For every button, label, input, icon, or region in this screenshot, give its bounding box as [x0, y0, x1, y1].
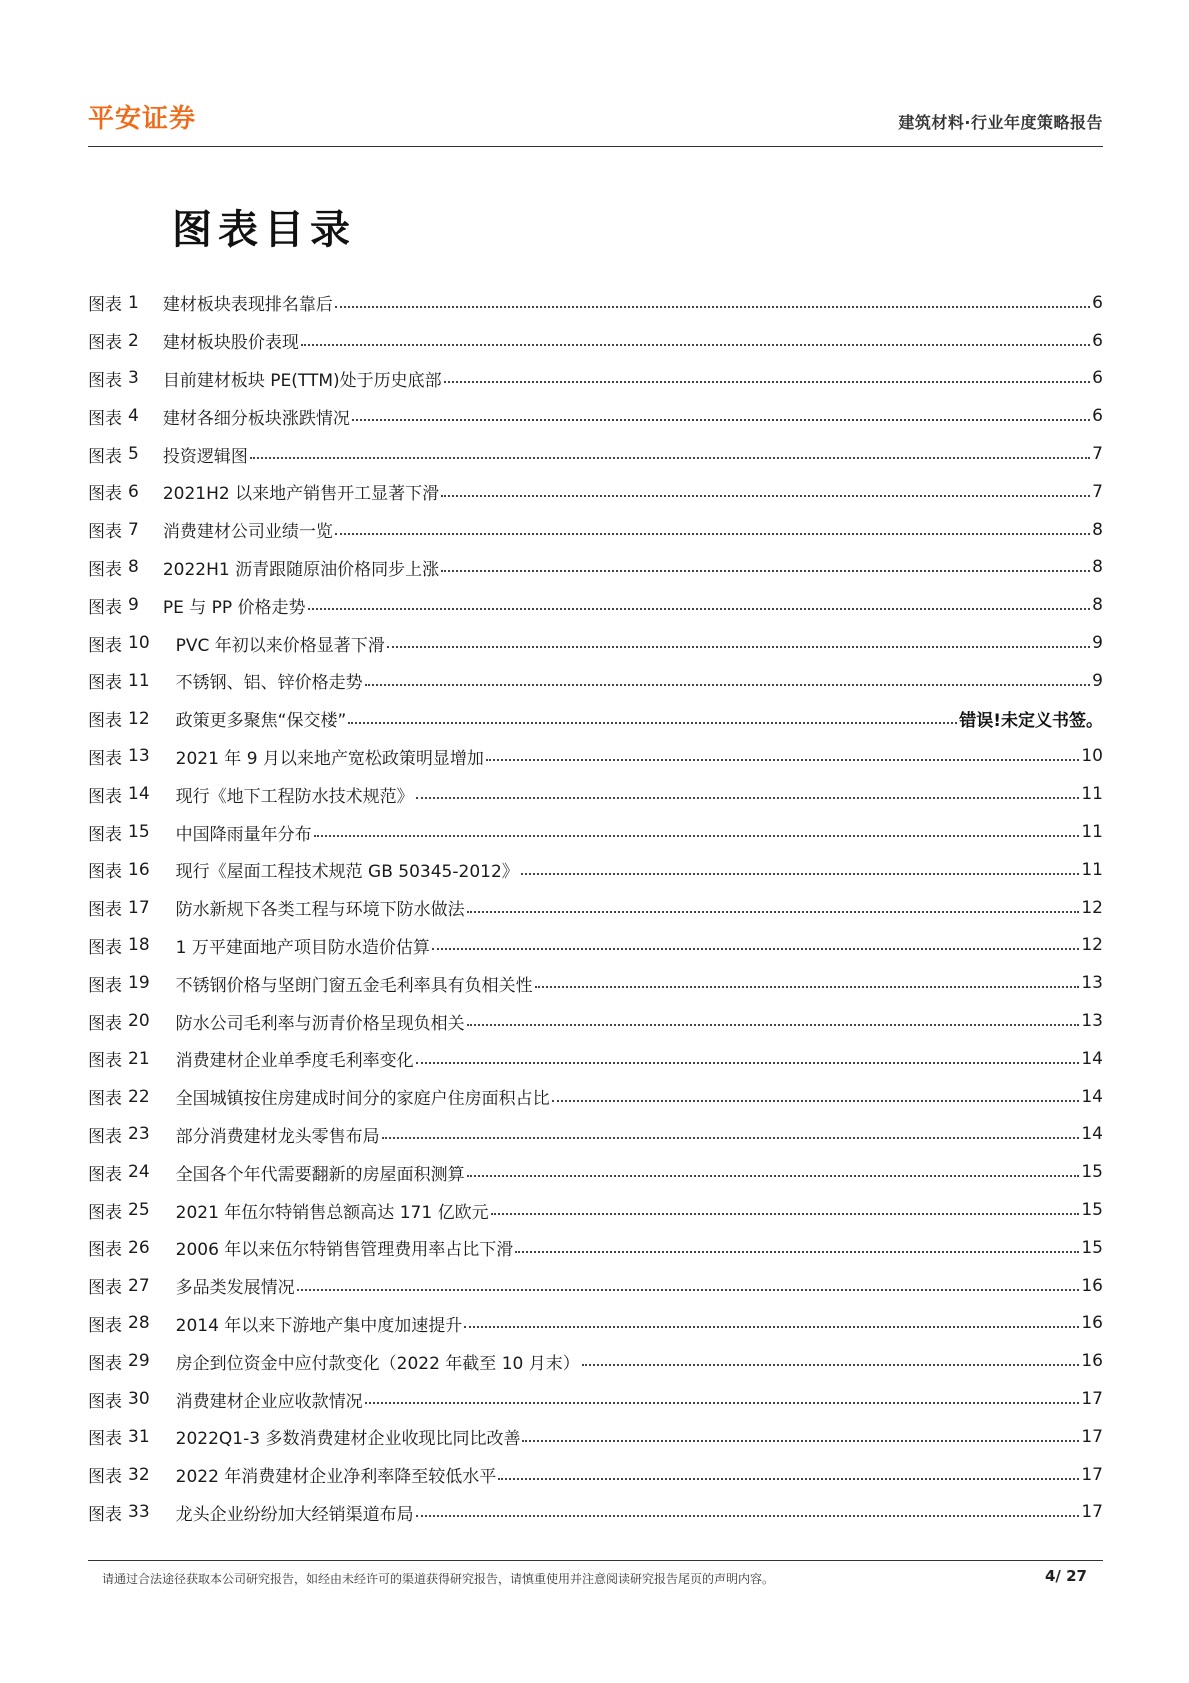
toc-entry-page: 7 — [1092, 481, 1103, 502]
toc-dot-leader — [464, 1326, 1079, 1328]
toc-entry-title[interactable]: 目前建材板块 PE(TTM)处于历史底部 — [162, 370, 442, 391]
toc-entry[interactable] — [88, 284, 1103, 322]
toc-entry-title[interactable]: 龙头企业纷纷加大经销渠道布局 — [175, 1504, 414, 1525]
toc-entry-label: 图表 — [88, 975, 122, 996]
toc-entry-page: 8 — [1092, 595, 1103, 616]
toc-entry-label: 图表 — [88, 1391, 122, 1412]
toc-entry-number: 17 — [128, 897, 150, 918]
toc-entry-label: 图表 — [88, 597, 122, 618]
toc-entry-title[interactable]: 全国各个年代需要翻新的房屋面积测算 — [175, 1164, 465, 1185]
toc-entry-label: 图表 — [88, 1202, 122, 1223]
toc-entry-label: 图表 — [88, 1164, 122, 1185]
toc-entry[interactable] — [88, 1305, 1103, 1343]
toc-entry[interactable] — [88, 1267, 1103, 1305]
toc-entry-label: 图表 — [88, 1353, 122, 1374]
toc-entry-page: 错误!未定义书签。 — [959, 711, 1103, 732]
toc-entry[interactable] — [88, 1153, 1103, 1191]
toc-entry[interactable] — [88, 322, 1103, 360]
toc-dot-leader — [582, 1364, 1080, 1366]
toc-entry-page: 14 — [1081, 1048, 1103, 1069]
toc-dot-leader — [498, 1478, 1079, 1480]
toc-entry[interactable] — [88, 775, 1103, 813]
toc-dot-leader — [441, 570, 1090, 572]
toc-entry-title[interactable]: 全国城镇按住房建成时间分的家庭户住房面积占比 — [175, 1089, 550, 1110]
toc-entry-title[interactable]: 消费建材公司业绩一览 — [162, 522, 333, 543]
toc-entry[interactable] — [88, 1418, 1103, 1456]
toc-entry-page: 17 — [1081, 1389, 1103, 1409]
toc-dot-leader — [308, 608, 1091, 610]
footer-divider — [88, 1560, 1103, 1561]
toc-dot-leader — [416, 1062, 1080, 1064]
toc-entry-label: 图表 — [88, 1126, 122, 1147]
toc-dot-leader — [515, 1251, 1079, 1253]
toc-entry-number: 23 — [128, 1124, 150, 1145]
toc-entry[interactable] — [88, 397, 1103, 435]
toc-entry-page: 6 — [1092, 330, 1103, 351]
toc-dot-leader — [297, 1289, 1080, 1291]
toc-entry-page: 14 — [1081, 1086, 1103, 1107]
toc-entry-label: 图表 — [88, 1467, 122, 1488]
toc-entry-page: 11 — [1081, 784, 1103, 805]
toc-dot-leader — [416, 797, 1080, 799]
toc-dot-leader — [441, 495, 1090, 497]
toc-entry-label: 图表 — [88, 446, 122, 467]
toc-entry-number: 31 — [128, 1426, 150, 1447]
toc-entry-page: 8 — [1092, 557, 1103, 578]
toc-entry-number: 21 — [128, 1048, 150, 1069]
toc-entry[interactable] — [88, 586, 1103, 624]
toc-entry-number: 13 — [128, 746, 150, 767]
toc-dot-leader — [352, 419, 1090, 421]
toc-entry-page: 16 — [1081, 1313, 1103, 1334]
toc-entry-label: 图表 — [88, 333, 122, 354]
toc-entry-label: 图表 — [88, 786, 122, 807]
toc-entry-number: 24 — [128, 1162, 150, 1183]
toc-entry-label: 图表 — [88, 673, 122, 694]
toc-entry-label: 图表 — [88, 522, 122, 543]
toc-entry-page: 17 — [1081, 1502, 1103, 1523]
toc-entry-title[interactable]: 政策更多聚焦“保交楼” — [175, 711, 347, 732]
toc-entry-label: 图表 — [88, 1504, 122, 1525]
toc-entry-title[interactable]: 不锈钢价格与坚朗门窗五金毛利率具有负相关性 — [175, 975, 533, 996]
toc-entry-number: 2 — [128, 330, 139, 351]
toc-dot-leader — [365, 684, 1091, 686]
toc-entry[interactable] — [88, 473, 1103, 511]
toc-entry-title[interactable]: 消费建材企业单季度毛利率变化 — [175, 1051, 414, 1072]
toc-dot-leader — [416, 1515, 1080, 1517]
toc-entry-title[interactable]: 建材板块股价表现 — [162, 333, 299, 354]
toc-entry-label: 图表 — [88, 1089, 122, 1110]
toc-entry[interactable] — [88, 624, 1103, 662]
toc-entry-title[interactable]: 2014 年以来下游地产集中度加速提升 — [175, 1315, 463, 1336]
toc-entry-page: 17 — [1081, 1464, 1103, 1485]
toc-entry-title[interactable]: 2021 年 9 月以来地产宽松政策明显增加 — [175, 748, 484, 769]
toc-entry-title[interactable]: 不锈钢、铝、锌价格走势 — [175, 673, 363, 694]
toc-entry-number: 5 — [128, 444, 139, 465]
toc-dot-leader — [521, 873, 1080, 875]
page-title: 图表目录 — [172, 207, 356, 253]
toc-entry-number: 7 — [128, 519, 139, 540]
toc-entry-title[interactable]: 2021H2 以来地产销售开工显著下滑 — [162, 484, 440, 505]
toc-dot-leader — [444, 381, 1091, 383]
toc-entry[interactable] — [88, 1191, 1103, 1229]
toc-entry-number: 14 — [128, 784, 150, 805]
toc-entry-page: 16 — [1081, 1275, 1103, 1296]
toc-entry-page: 6 — [1092, 292, 1103, 313]
toc-entry[interactable] — [88, 889, 1103, 927]
toc-dot-leader — [522, 1440, 1079, 1442]
toc-entry[interactable] — [88, 964, 1103, 1002]
toc-dot-leader — [387, 646, 1090, 648]
toc-entry-page: 9 — [1092, 633, 1103, 654]
toc-entry-title[interactable]: PE 与 PP 价格走势 — [162, 597, 306, 618]
toc-dot-leader — [250, 457, 1090, 459]
toc-entry-title[interactable]: 2006 年以来伍尔特销售管理费用率占比下滑 — [175, 1240, 514, 1261]
toc-entry-number: 25 — [128, 1200, 150, 1221]
toc-entry-page: 15 — [1081, 1200, 1103, 1221]
toc-entry-title[interactable]: PVC 年初以来价格显著下滑 — [175, 635, 385, 656]
toc-entry-title[interactable]: 建材板块表现排名靠后 — [162, 295, 333, 316]
footer-disclaimer: 请通过合法途径获取本公司研究报告，如经由未经许可的渠道获得研究报告，请慎重使用并注意阅读研究报告尾页的声明内容。 — [102, 1572, 775, 1586]
toc-entry[interactable] — [88, 738, 1103, 776]
toc-entry[interactable] — [88, 1456, 1103, 1494]
toc-entry-title[interactable]: 现行《屋面工程技术规范 GB 50345-2012》 — [175, 862, 519, 883]
toc-entry-number: 6 — [128, 481, 139, 502]
toc-entry-title[interactable]: 防水新规下各类工程与环境下防水做法 — [175, 900, 465, 921]
toc-entry-title[interactable]: 2022Q1-3 多数消费建材企业收现比同比改善 — [175, 1429, 521, 1450]
toc-entry-label: 图表 — [88, 370, 122, 391]
toc-entry-number: 16 — [128, 859, 150, 880]
toc-entry-label: 图表 — [88, 937, 122, 958]
report-title: 建筑材料·行业年度策略报告 — [898, 113, 1103, 132]
toc-entry-page: 15 — [1081, 1162, 1103, 1183]
toc-entry[interactable] — [88, 813, 1103, 851]
toc-entry-number: 26 — [128, 1237, 150, 1258]
toc-entry-label: 图表 — [88, 1240, 122, 1261]
toc-entry-number: 22 — [128, 1086, 150, 1107]
toc-entry-label: 图表 — [88, 559, 122, 580]
toc-dot-leader — [365, 1402, 1080, 1404]
toc-entry-number: 32 — [128, 1464, 150, 1485]
toc-entry-page: 9 — [1092, 670, 1103, 691]
toc-entry-title[interactable]: 2022H1 沥青跟随原油价格同步上涨 — [162, 559, 440, 580]
toc-entry-page: 15 — [1081, 1237, 1103, 1258]
toc-entry-page: 16 — [1081, 1351, 1103, 1372]
toc-entry-title[interactable]: 中国降雨量年分布 — [175, 824, 312, 845]
toc-entry-label: 图表 — [88, 824, 122, 845]
toc-entry-title[interactable]: 建材各细分板块涨跌情况 — [162, 408, 350, 429]
toc-entry-page: 8 — [1092, 519, 1103, 540]
toc-dot-leader — [552, 1100, 1080, 1102]
toc-entry[interactable] — [88, 1002, 1103, 1040]
toc-dot-leader — [491, 1213, 1080, 1215]
toc-entry-page: 13 — [1081, 973, 1103, 994]
toc-entry[interactable] — [88, 360, 1103, 398]
toc-entry-page: 7 — [1092, 444, 1103, 465]
toc-entry-page: 14 — [1081, 1124, 1103, 1145]
toc-entry-page: 11 — [1081, 859, 1103, 880]
toc-entry[interactable] — [88, 1229, 1103, 1267]
toc-entry-title[interactable]: 2022 年消费建材企业净利率降至较低水平 — [175, 1467, 497, 1488]
toc-entry[interactable] — [88, 1040, 1103, 1078]
toc-entry-number: 3 — [128, 368, 139, 389]
toc-entry-number: 4 — [128, 406, 139, 427]
toc-entry-page: 6 — [1092, 368, 1103, 389]
toc-dot-leader — [314, 835, 1080, 837]
toc-entry-label: 图表 — [88, 1051, 122, 1072]
toc-entry-label: 图表 — [88, 1278, 122, 1299]
toc-entry-number: 8 — [128, 557, 139, 578]
toc-dot-leader — [335, 533, 1090, 535]
toc-dot-leader — [535, 986, 1080, 988]
toc-entry-number: 33 — [128, 1502, 150, 1523]
toc-entry-number: 29 — [128, 1351, 150, 1372]
toc-entry-number: 9 — [128, 595, 139, 616]
toc-entry-label: 图表 — [88, 1429, 122, 1450]
toc-entry-title[interactable]: 消费建材企业应收款情况 — [175, 1391, 363, 1412]
toc-entry-number: 28 — [128, 1313, 150, 1334]
toc-entry-label: 图表 — [88, 711, 122, 732]
toc-dot-leader — [467, 1175, 1080, 1177]
toc-entry-number: 20 — [128, 1011, 150, 1032]
toc-entry-number: 15 — [128, 822, 150, 843]
toc-entry-page: 6 — [1092, 406, 1103, 427]
toc-entry[interactable] — [88, 511, 1103, 549]
toc-entry-label: 图表 — [88, 408, 122, 429]
toc-entry-number: 19 — [128, 973, 150, 994]
toc-entry-number: 30 — [128, 1389, 150, 1409]
toc-dot-leader — [467, 911, 1080, 913]
header-divider — [88, 146, 1103, 147]
toc-entry-number: 10 — [128, 633, 150, 654]
toc-entry-label: 图表 — [88, 295, 122, 316]
toc-dot-leader — [382, 1137, 1080, 1139]
toc-entry-number: 27 — [128, 1275, 150, 1296]
toc-entry-label: 图表 — [88, 1315, 122, 1336]
toc-entry[interactable] — [88, 851, 1103, 889]
toc-entry-label: 图表 — [88, 862, 122, 883]
toc-entry-page: 13 — [1081, 1011, 1103, 1032]
toc-entry-page: 10 — [1081, 746, 1103, 767]
toc-entry-number: 18 — [128, 935, 150, 956]
toc-entry-number: 1 — [128, 292, 139, 313]
company-logo: 平安证券 — [88, 104, 197, 134]
toc-entry-label: 图表 — [88, 748, 122, 769]
toc-entry-title[interactable]: 房企到位资金中应付款变化（2022 年截至 10 月末） — [175, 1353, 580, 1374]
toc-entry-title[interactable]: 现行《地下工程防水技术规范》 — [175, 786, 414, 807]
toc-entry-number: 11 — [128, 670, 150, 691]
toc-entry-title[interactable]: 防水公司毛利率与沥青价格呈现负相关 — [175, 1013, 465, 1034]
toc-entry-page: 12 — [1081, 897, 1103, 918]
page-number: 4/ 27 — [1044, 1567, 1087, 1585]
toc-entry[interactable] — [88, 1078, 1103, 1116]
toc-entry-label: 图表 — [88, 1013, 122, 1034]
toc-entry[interactable] — [88, 662, 1103, 700]
toc-entry[interactable] — [88, 700, 1103, 738]
toc-entry[interactable] — [88, 1380, 1103, 1418]
toc-entry-title[interactable]: 多品类发展情况 — [175, 1278, 295, 1299]
toc-entry-title[interactable]: 1 万平建面地产项目防水造价估算 — [175, 937, 430, 958]
toc-entry[interactable] — [88, 1494, 1103, 1532]
toc-entry-label: 图表 — [88, 900, 122, 921]
toc-entry-number: 12 — [128, 708, 150, 729]
toc-dot-leader — [301, 344, 1090, 346]
toc-entry[interactable] — [88, 549, 1103, 587]
toc-entry-page: 17 — [1081, 1426, 1103, 1447]
toc-entry-page: 12 — [1081, 935, 1103, 956]
toc-entry[interactable] — [88, 435, 1103, 473]
toc-entry-title[interactable]: 投资逻辑图 — [162, 446, 248, 467]
toc-entry-label: 图表 — [88, 484, 122, 505]
toc-entry-title[interactable]: 部分消费建材龙头零售布局 — [175, 1126, 380, 1147]
toc-entry-title[interactable]: 2021 年伍尔特销售总额高达 171 亿欧元 — [175, 1202, 489, 1223]
toc-entry-label: 图表 — [88, 635, 122, 656]
toc-entry[interactable] — [88, 1342, 1103, 1380]
toc-dot-leader — [335, 306, 1090, 308]
toc-entry-page: 11 — [1081, 822, 1103, 843]
toc-dot-leader — [432, 948, 1079, 950]
table-of-figures — [88, 284, 1103, 1531]
toc-entry[interactable] — [88, 1116, 1103, 1154]
page-header — [88, 98, 1103, 146]
toc-dot-leader — [486, 759, 1079, 761]
toc-dot-leader — [348, 722, 957, 724]
toc-entry[interactable] — [88, 927, 1103, 965]
toc-dot-leader — [467, 1024, 1080, 1026]
